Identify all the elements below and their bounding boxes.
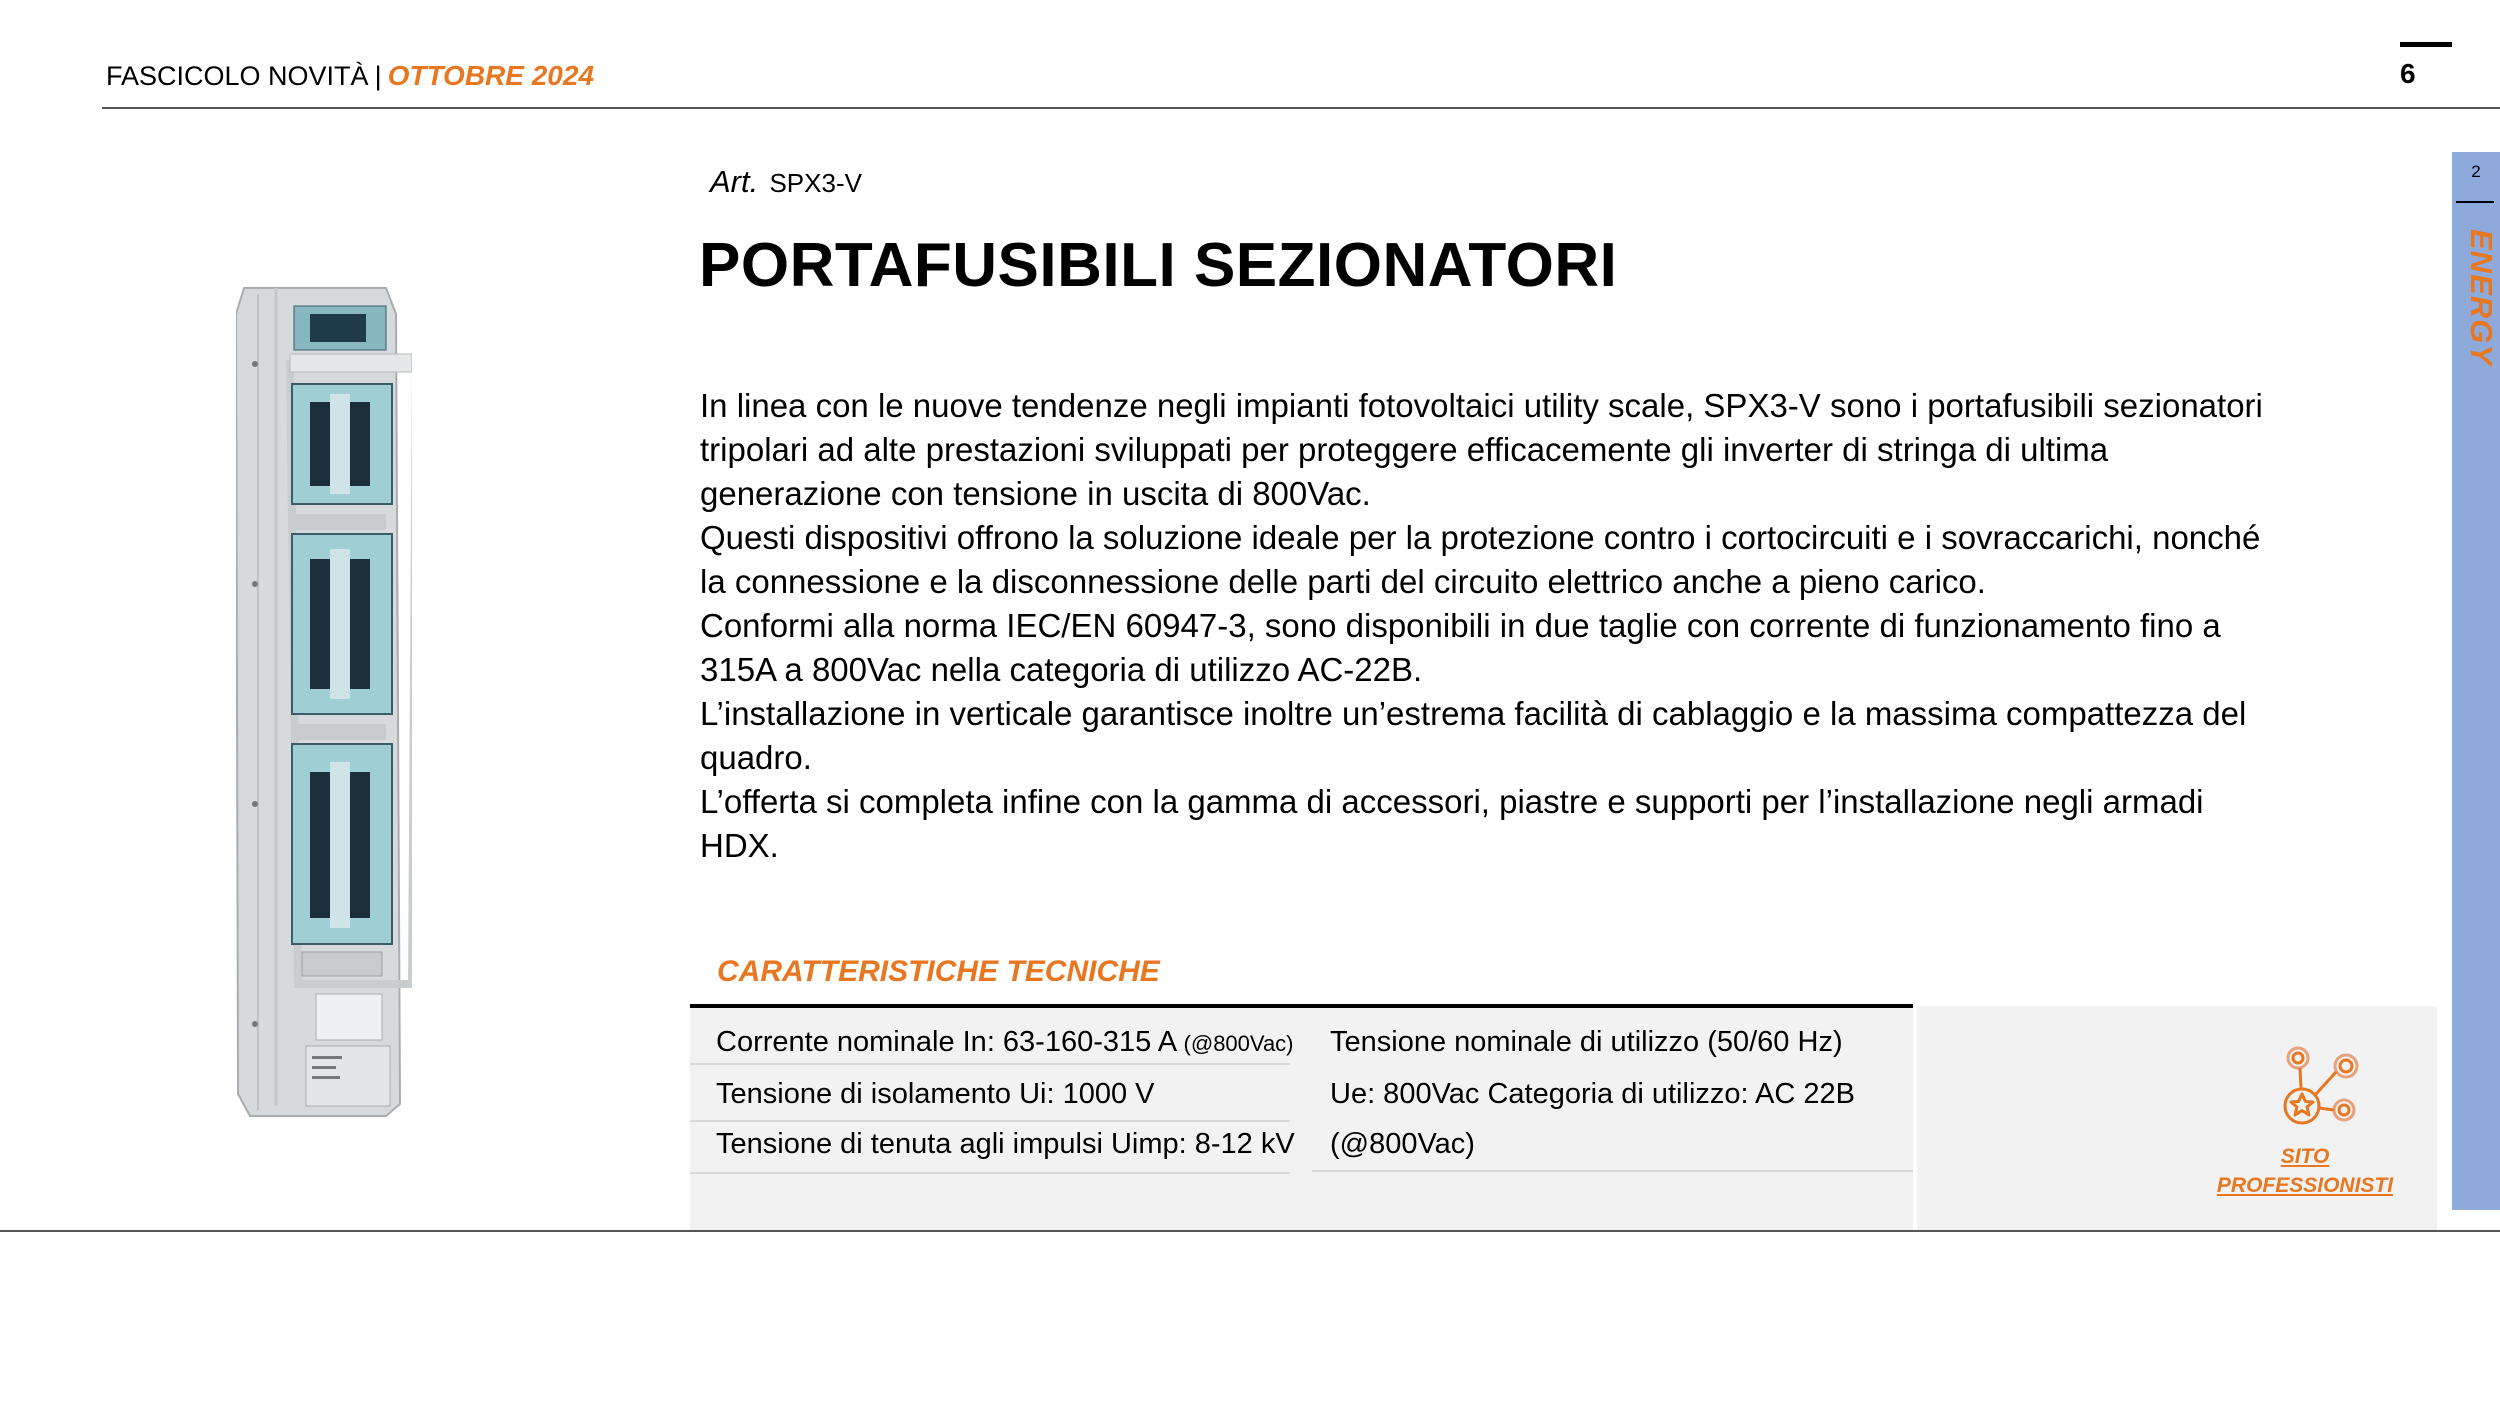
spec-item-left xyxy=(716,1128,1295,1161)
spec-item-left xyxy=(716,1078,1154,1111)
description-paragraph: L’installazione in verticale garantisce inoltre un’estrema facilità di cablaggio e la massima compattezza del quadro. xyxy=(700,695,2247,776)
link-line[interactable]: SITO xyxy=(2280,1145,2330,1168)
fuse-module-3 xyxy=(292,744,392,944)
header-label xyxy=(106,60,594,92)
specs-panel xyxy=(690,1008,1913,1230)
row-divider xyxy=(690,1063,1290,1065)
fuse-module-2 xyxy=(292,534,392,714)
fuse-module-1 xyxy=(292,306,392,504)
row-divider xyxy=(690,1172,1290,1174)
spec-text: Tensione di isolamento Ui: 1000 V xyxy=(716,1078,1155,1110)
spec-item-right: Ue: 800Vac Categoria di utilizzo: AC 22B xyxy=(1330,1078,1855,1110)
spec-text: Tensione di tenuta agli impulsi Uimp: 8-12 kV xyxy=(716,1128,1295,1160)
header-month: OTTOBRE 2024 xyxy=(387,60,595,91)
header-divider xyxy=(102,107,2500,109)
spec-item-left xyxy=(716,1026,1294,1059)
specs-top-rule xyxy=(690,1004,1913,1008)
link-line[interactable]: PROFESSIONISTI xyxy=(2216,1174,2394,1197)
row-divider xyxy=(690,1120,1290,1122)
article-number: SPX3-V xyxy=(769,168,862,198)
page-number: 6 xyxy=(2400,58,2416,89)
description-paragraph: In linea con le nuove tendenze negli impianti fotovoltaici utility scale, SPX3-V sono i portafusibili sezionatori tripolari ad alte prestazioni sviluppati per proteggere efficacemente gli inverter di stringa di ultima generazione con tensione in uscita di 800Vac. xyxy=(700,387,2263,512)
spec-note: (@800Vac) xyxy=(1183,1031,1294,1056)
description-paragraph: L’offerta si completa infine con la gamma di accessori, piastre e supporti per l’installazione negli armadi HDX. xyxy=(700,783,2204,864)
row-divider xyxy=(1312,1170,1913,1172)
product-image xyxy=(236,284,412,1120)
description-paragraph: Questi dispositivi offrono la soluzione ideale per la protezione contro i cortocircuiti e i sovraccarichi, nonché la connessione e la disconnessione delle parti del circuito elettrico anche a pieno carico. xyxy=(700,519,2261,600)
footer-divider xyxy=(0,1230,2500,1232)
spec-text: Corrente nominale In: 63-160-315 A xyxy=(716,1026,1176,1058)
spec-item-right: (@800Vac) xyxy=(1330,1128,1475,1160)
section-number: 2 xyxy=(2471,162,2481,181)
spec-item-right: Tensione nominale di utilizzo (50/60 Hz) xyxy=(1330,1026,1843,1058)
sito-professionisti-link[interactable] xyxy=(2190,1142,2420,1200)
doc-label: FASCICOLO NOVITÀ xyxy=(106,61,369,91)
article-code xyxy=(710,164,862,200)
section-label: ENERGY xyxy=(2464,229,2499,366)
page-number-dash xyxy=(2400,42,2452,47)
header-separator: | xyxy=(374,61,382,91)
specs-title: CARATTERISTICHE TECNICHE xyxy=(717,955,1160,988)
section-divider xyxy=(2456,201,2494,203)
page-title: PORTAFUSIBILI SEZIONATORI xyxy=(699,231,1618,300)
description-paragraph: Conformi alla norma IEC/EN 60947-3, sono disponibili in due taglie con corrente di funzionamento fino a 315A a 800Vac nella categoria di utilizzo AC-22B. xyxy=(700,607,2221,688)
article-prefix: Art. xyxy=(710,164,759,199)
network-star-icon[interactable] xyxy=(2280,1044,2364,1128)
description-body xyxy=(700,384,2280,868)
